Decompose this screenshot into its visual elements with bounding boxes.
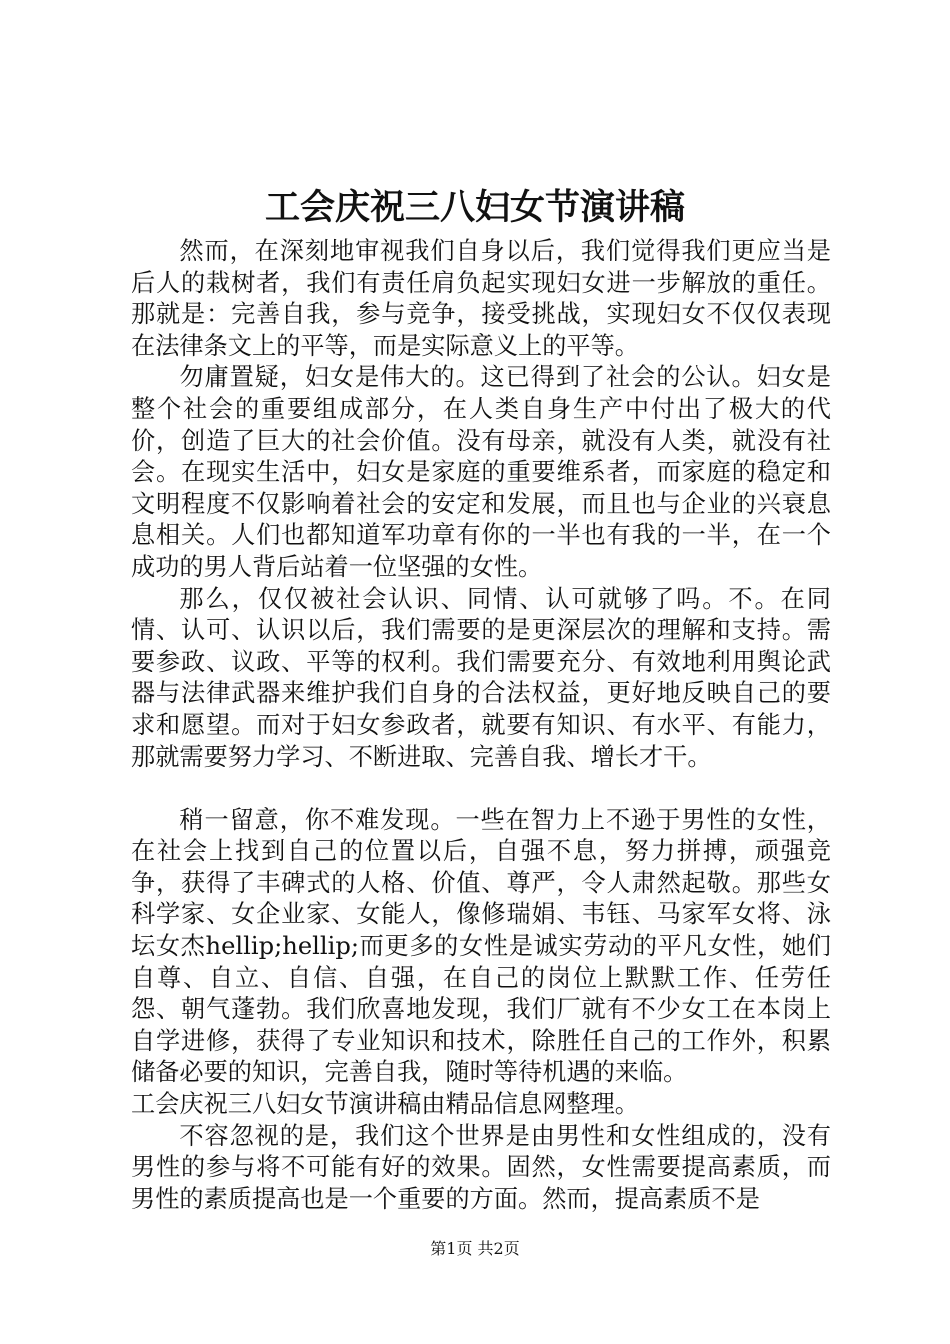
document-title: 工会庆祝三八妇女节演讲稿 — [264, 187, 685, 228]
paragraph-1: 然而，在深刻地审视我们自身以后，我们觉得我们更应当是后人的栽树者，我们有责任肩负起实现妇女进一步解放的重任。那就是：完善自我，参与竞争，接受挑战，实现妇女不仅仅表现在法律条文上的平等，而是实际意义上的平等。 — [131, 237, 831, 360]
paragraph-3: 那么，仅仅被社会认识、同情、认可就够了吗。不。在同情、认可、认识以后，我们需要的是更深层次的理解和支持。需要参政、议政、平等的权利。我们需要充分、有效地利用舆论武器与法律武器来维护我们自身的合法权益，更好地反映自己的要求和愿望。而对于妇女参政者，就要有知识、有水平、有能力，那就需要努力学习、不断进取、完善自我、增长才干。 — [131, 584, 831, 771]
document-body — [131, 236, 831, 1215]
paragraph-2: 勿庸置疑，妇女是伟大的。这已得到了社会的公认。妇女是整个社会的重要组成部分，在人类自身生产中付出了极大的代价，创造了巨大的社会价值。没有母亲，就没有人类，就没有社会。在现实生活中，妇女是家庭的重要维系者，而家庭的稳定和文明程度不仅影响着社会的安定和发展，而且也与企业的兴衰息息相关。人们也都知道军功章有你的一半也有我的一半，在一个成功的男人背后站着一位坚强的女性。 — [131, 363, 831, 581]
source-note: 工会庆祝三八妇女节演讲稿由精品信息网整理。 — [131, 1090, 639, 1119]
paragraph-gap — [131, 773, 831, 805]
paragraph-4: 稍一留意，你不难发现。一些在智力上不逊于男性的女性，在社会上找到自己的位置以后，自强不息，努力拼搏，顽强竞争，获得了丰碑式的人格、价值、尊严，令人肃然起敬。那些女科学家、女企业家、女能人，像修瑞娟、韦钰、马家军女将、泳坛女杰hellip;hellip;而更多的女性是诚实劳动的平凡女性，她们自尊、自立、自信、自强，在自己的岗位上默默工作、任劳任怨、朝气蓬勃。我们欣喜地发现，我们厂就有不少女工在本岗上自学进修，获得了专业知识和技术，除胜任自己的工作外，积累储备必要的知识，完善自我，随时等待机遇的来临。 — [131, 805, 831, 1087]
page-footer: 第1页 共2页 — [430, 1239, 520, 1258]
paragraph-5: 不容忽视的是，我们这个世界是由男性和女性组成的，没有男性的参与将不可能有好的效果。固然，女性需要提高素质，而男性的素质提高也是一个重要的方面。然而，提高素质不是 — [131, 1121, 831, 1213]
